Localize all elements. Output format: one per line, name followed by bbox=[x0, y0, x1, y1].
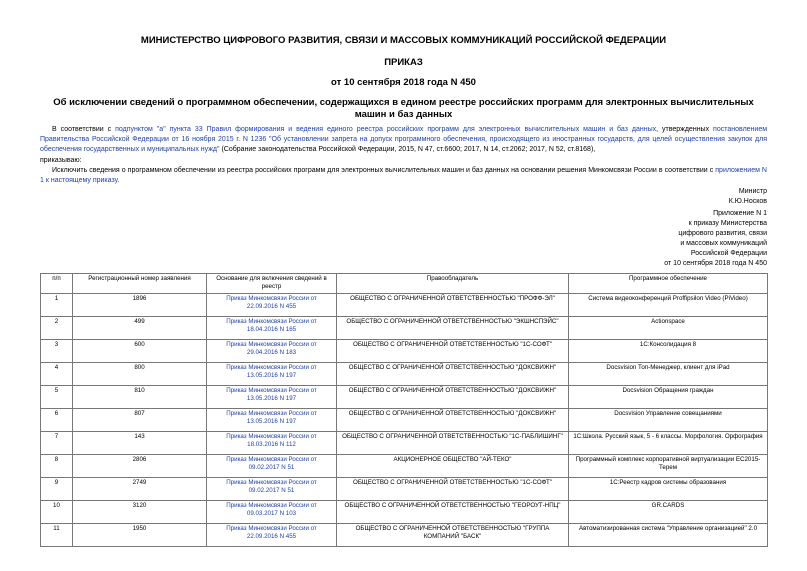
order-link[interactable]: Приказ Минкомсвязи России от 18.04.2016 N 165 bbox=[226, 318, 317, 333]
cell-software: Система видеоконференций Proffipsilon Video (PiVideo) bbox=[569, 294, 768, 317]
header-holder: Правообладатель bbox=[337, 274, 569, 294]
cell-num: 3 bbox=[41, 340, 73, 363]
order-link[interactable]: Приказ Минкомсвязи России от 09.02.2017 N 51 bbox=[226, 479, 317, 494]
government-decree-link[interactable]: постановлением Правительства Российской Федерации от 16 ноября 2015 г. N 1236 "Об установлении запрета на допуск программного обеспечения, происходящего из иностранных государств, для целей осуществления закупок для обеспечения государственных и муниципальных нужд" bbox=[40, 126, 768, 153]
order-link[interactable]: Приказ Минкомсвязи России от 18.03.2016 N 112 bbox=[226, 433, 317, 448]
cell-holder: ОБЩЕСТВО С ОГРАНИЧЕННОЙ ОТВЕТСТВЕННОСТЬЮ "1С-ПАБЛИШИНГ" bbox=[337, 432, 569, 455]
cell-reg: 807 bbox=[73, 409, 207, 432]
cell-reg: 2806 bbox=[73, 455, 207, 478]
appendix-line-2: к приказу Министерства bbox=[688, 220, 767, 227]
table-row bbox=[41, 340, 768, 363]
order-link[interactable]: Приказ Минкомсвязи России от 09.03.2017 N 103 bbox=[226, 502, 317, 517]
cell-reg: 3120 bbox=[73, 501, 207, 524]
cell-reg: 499 bbox=[73, 317, 207, 340]
table-row bbox=[41, 363, 768, 386]
cell-num: 2 bbox=[41, 317, 73, 340]
cell-software: Docsvision Топ-Менеджер, клиент для iPad bbox=[569, 363, 768, 386]
order-link[interactable]: Приказ Минкомсвязи России от 22.09.2016 N 455 bbox=[226, 525, 317, 540]
cell-holder: ОБЩЕСТВО С ОГРАНИЧЕННОЙ ОТВЕТСТВЕННОСТЬЮ "ДОКСВИЖН" bbox=[337, 409, 569, 432]
document-type: ПРИКАЗ bbox=[384, 57, 423, 68]
table-row bbox=[41, 317, 768, 340]
document-subject: Об исключении сведений о программном обеспечении, содержащихся в едином реестре российских программ для электронных вычислительных машин и баз данных bbox=[53, 97, 754, 120]
cell-basis bbox=[207, 294, 337, 317]
table-header-row bbox=[41, 274, 768, 294]
cell-reg: 810 bbox=[73, 386, 207, 409]
cell-num: 5 bbox=[41, 386, 73, 409]
cell-reg: 800 bbox=[73, 363, 207, 386]
cell-software: Actionspace bbox=[569, 317, 768, 340]
cell-software: GR.CARDS bbox=[569, 501, 768, 524]
cell-num: 6 bbox=[41, 409, 73, 432]
table-row bbox=[41, 432, 768, 455]
preamble-text-b: , утвержденных bbox=[656, 126, 714, 133]
preamble-text-c: (Собрание законодательства Российской Федерации, 2015, N 47, ст.6600; 2017, N 14, ст.2062; 2017, N 52, ст.8168), bbox=[219, 146, 596, 153]
signature-position: Министр bbox=[738, 188, 767, 195]
rules-link[interactable]: подпунктом "а" пункта 33 Правил формирования и ведения единого реестра российских программ для электронных вычислительных машин и баз данных bbox=[115, 126, 657, 133]
cell-holder: ОБЩЕСТВО С ОГРАНИЧЕННОЙ ОТВЕТСТВЕННОСТЬЮ "ЭКШНСПЭЙС" bbox=[337, 317, 569, 340]
cell-basis bbox=[207, 455, 337, 478]
order-link[interactable]: Приказ Минкомсвязи России от 13.05.2016 N 197 bbox=[226, 364, 317, 379]
decision-text-a: Исключить сведения о программном обеспечении из реестра российских программ для электронных вычислительных машин и баз данных на основании решения Минкомсвязи России в соответствии с bbox=[52, 167, 716, 174]
cell-software: 1С:Консолидация 8 bbox=[569, 340, 768, 363]
appendix-line-6: от 10 сентября 2018 года N 450 bbox=[664, 260, 767, 267]
header-num: п/п bbox=[41, 274, 73, 294]
cell-num: 1 bbox=[41, 294, 73, 317]
cell-reg: 1950 bbox=[73, 524, 207, 547]
header-reg: Регистрационный номер заявления bbox=[73, 274, 207, 294]
table-row bbox=[41, 524, 768, 547]
cell-reg: 2749 bbox=[73, 478, 207, 501]
cell-holder: ОБЩЕСТВО С ОГРАНИЧЕННОЙ ОТВЕТСТВЕННОСТЬЮ "ГЕОРОУТ-НПЦ" bbox=[337, 501, 569, 524]
decision-text-b: . bbox=[117, 177, 120, 184]
cell-num: 9 bbox=[41, 478, 73, 501]
cell-num: 8 bbox=[41, 455, 73, 478]
cell-basis bbox=[207, 386, 337, 409]
cell-basis bbox=[207, 432, 337, 455]
preamble-text-a: В соответствии с bbox=[52, 126, 116, 133]
cell-basis bbox=[207, 478, 337, 501]
table-row bbox=[41, 455, 768, 478]
order-link[interactable]: Приказ Минкомсвязи России от 29.04.2016 N 183 bbox=[226, 341, 317, 356]
ministry-name: МИНИСТЕРСТВО ЦИФРОВОГО РАЗВИТИЯ, СВЯЗИ И МАССОВЫХ КОММУНИКАЦИЙ РОССИЙСКОЙ ФЕДЕРАЦИИ bbox=[140, 35, 667, 46]
table-row bbox=[41, 409, 768, 432]
cell-software: Программный комплекс корпоративной виртуализации ЕС2015-Терем bbox=[569, 455, 768, 478]
orders-word: приказываю: bbox=[40, 157, 82, 164]
order-link[interactable]: Приказ Минкомсвязи России от 09.02.2017 N 51 bbox=[226, 456, 317, 471]
cell-basis bbox=[207, 524, 337, 547]
order-link[interactable]: Приказ Минкомсвязи России от 13.05.2016 N 197 bbox=[226, 387, 317, 402]
appendix-line-4: и массовых коммуникаций bbox=[680, 240, 767, 247]
cell-num: 10 bbox=[41, 501, 73, 524]
order-link[interactable]: Приказ Минкомсвязи России от 22.09.2016 N 455 bbox=[226, 295, 317, 310]
cell-software: Docsvision Обращения граждан bbox=[569, 386, 768, 409]
cell-basis bbox=[207, 317, 337, 340]
header-basis: Основание для включения сведений в реестр bbox=[207, 274, 337, 294]
cell-holder: АКЦИОНЕРНОЕ ОБЩЕСТВО "АЙ-ТЕКО" bbox=[337, 455, 569, 478]
cell-basis bbox=[207, 501, 337, 524]
preamble-paragraph bbox=[40, 125, 767, 155]
cell-num: 7 bbox=[41, 432, 73, 455]
signature-name: К.Ю.Носков bbox=[728, 198, 767, 205]
cell-software: Docsvision Управление совещаниями bbox=[569, 409, 768, 432]
cell-reg: 1896 bbox=[73, 294, 207, 317]
appendix-line-1: Приложение N 1 bbox=[713, 210, 767, 217]
cell-software: Автоматизированная система "Управление организацией" 2.0 bbox=[569, 524, 768, 547]
cell-basis bbox=[207, 409, 337, 432]
table-row bbox=[41, 294, 768, 317]
cell-holder: ОБЩЕСТВО С ОГРАНИЧЕННОЙ ОТВЕТСТВЕННОСТЬЮ "1С-СОФТ" bbox=[337, 340, 569, 363]
table-row bbox=[41, 386, 768, 409]
appendix-link[interactable]: приложением N 1 к настоящему приказу bbox=[40, 167, 767, 184]
cell-holder: ОБЩЕСТВО С ОГРАНИЧЕННОЙ ОТВЕТСТВЕННОСТЬЮ "ДОКСВИЖН" bbox=[337, 386, 569, 409]
cell-reg: 600 bbox=[73, 340, 207, 363]
document-date: от 10 сентября 2018 года N 450 bbox=[331, 77, 476, 88]
header-software: Программное обеспечение bbox=[569, 274, 768, 294]
cell-num: 11 bbox=[41, 524, 73, 547]
table-row bbox=[41, 501, 768, 524]
cell-reg: 143 bbox=[73, 432, 207, 455]
cell-num: 4 bbox=[41, 363, 73, 386]
cell-holder: ОБЩЕСТВО С ОГРАНИЧЕННОЙ ОТВЕТСТВЕННОСТЬЮ "ПРОФФ-ЭЛ" bbox=[337, 294, 569, 317]
appendix-line-3: цифрового развития, связи bbox=[678, 230, 767, 237]
decision-paragraph bbox=[40, 166, 767, 186]
order-link[interactable]: Приказ Минкомсвязи России от 13.05.2016 N 197 bbox=[226, 410, 317, 425]
software-exclusion-table bbox=[40, 273, 768, 547]
cell-software: 1С:Реестр кадров системы образования bbox=[569, 478, 768, 501]
cell-holder: ОБЩЕСТВО С ОГРАНИЧЕННОЙ ОТВЕТСТВЕННОСТЬЮ "ГРУППА КОМПАНИЙ "БАСК" bbox=[337, 524, 569, 547]
cell-software: 1С:Школа. Русский язык, 5 - 6 классы. Морфология. Орфография bbox=[569, 432, 768, 455]
cell-holder: ОБЩЕСТВО С ОГРАНИЧЕННОЙ ОТВЕТСТВЕННОСТЬЮ "ДОКСВИЖН" bbox=[337, 363, 569, 386]
appendix-line-5: Российской Федерации bbox=[690, 250, 767, 257]
cell-holder: ОБЩЕСТВО С ОГРАНИЧЕННОЙ ОТВЕТСТВЕННОСТЬЮ "1С-СОФТ" bbox=[337, 478, 569, 501]
table-row bbox=[41, 478, 768, 501]
cell-basis bbox=[207, 340, 337, 363]
cell-basis bbox=[207, 363, 337, 386]
